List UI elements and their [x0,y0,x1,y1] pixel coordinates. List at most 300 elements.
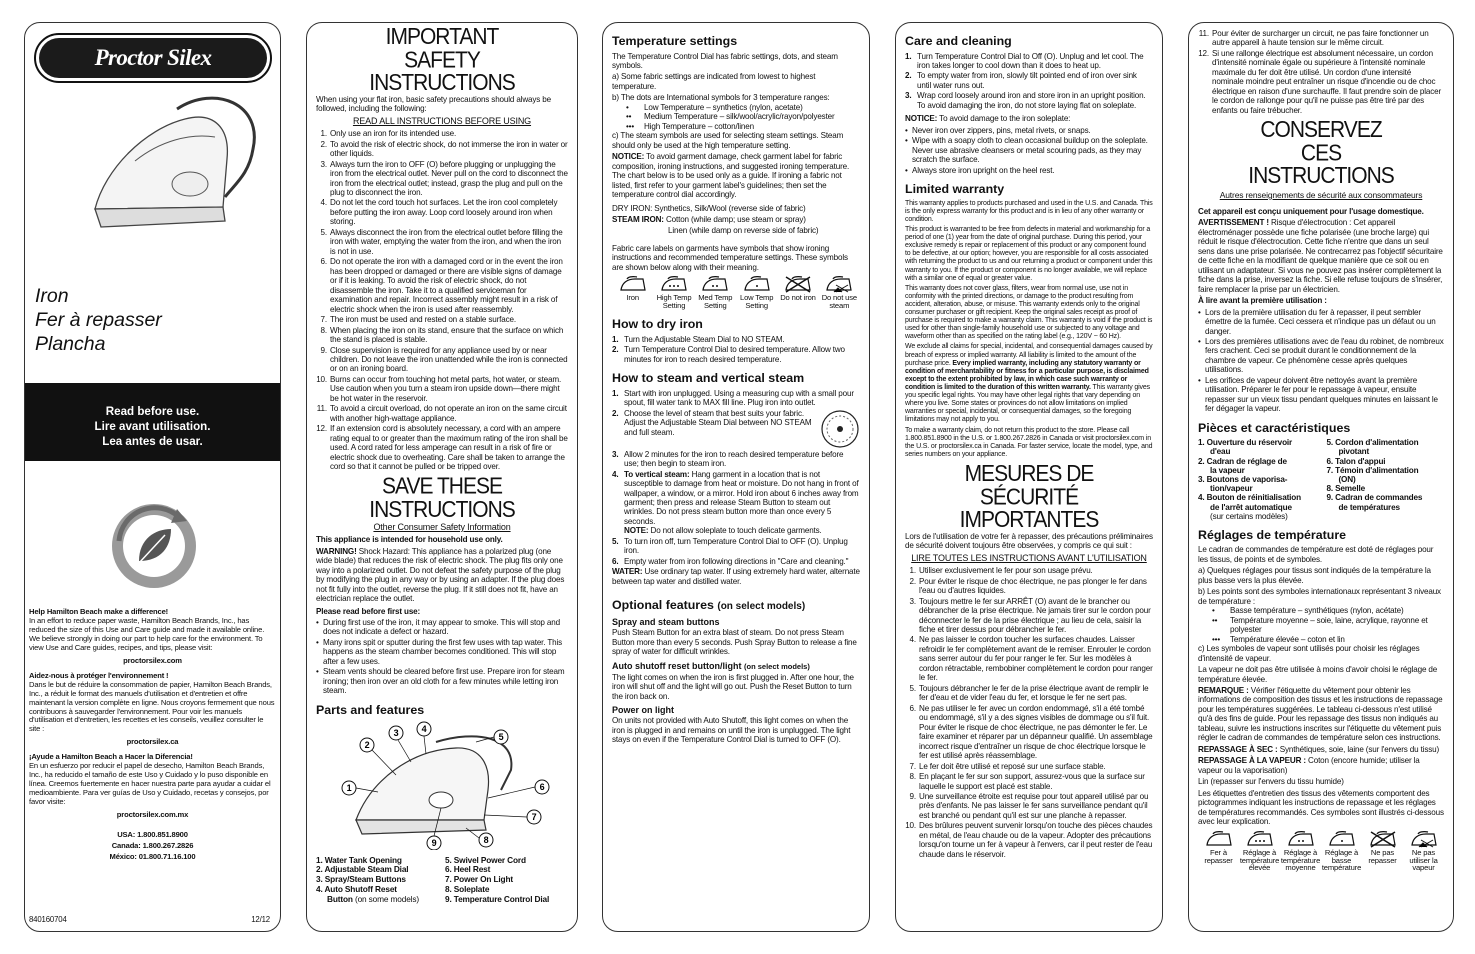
list-item-text: Pour éviter le risque de choc électrique, ne pas plonger le fer dans l'eau ou d'autres liquides. [919,576,1147,596]
remarque-label: REMARQUE : [1198,685,1249,695]
help-fr-heading: Aidez-nous à protéger l'environnement ! [29,670,169,680]
temperature-heading: Temperature settings [612,34,738,48]
dot-item [626,122,860,131]
steam-step-text: Allow 2 minutes for the iron to reach desired temperature before use; then begin to steam iron. [624,449,844,469]
part-1: 1. Water Tank Opening [316,854,402,865]
dry-step: 2. Turn Temperature Control Dial to desired temperature. Allow two minutes for iron to reach desired temperature. [612,345,860,364]
piece-6: 6. Talon d'appui [1326,456,1386,466]
dot-text: High Temperature – cotton/linen [644,121,754,131]
phone-numbers [29,829,276,862]
fabric-symbol-label: Réglage à température moyenne [1280,847,1321,873]
med-temp-icon [1286,830,1316,848]
care-step-text: To empty water from iron, slowly tilt pointed end of iron over sink until water runs out. [917,71,1137,90]
etiquettes-text: Les étiquettes d'entretien des tissus des vêtements comportent des pictogrammes indiquant les instructions de repassage et les réglages de températures recommandés. Ces symboles sont illustrés ci-dessous avec leur explication. [1198,788,1444,827]
premiere-heading: À lire avant la première utilisation : [1198,296,1327,306]
optional-features-note: (on select models) [717,601,806,613]
dot-marker: •• [626,112,632,122]
spray-text: Push Steam Button for an extra blast of steam. Do not press Steam Button more than every 5 seconds. Push Spray Button to release a fine spray of water for difficult wrinkles. [612,628,857,657]
phone-mexico: México: 01.800.71.16.100 [109,852,196,862]
water-label: WATER: [612,567,643,577]
steam-step-text: Empty water from iron following directions in "Care and cleaning." [624,556,849,566]
list-item-text: Utiliser exclusivement le fer pour son usage prévu. [919,566,1093,576]
list-item: 9. Close supervision is required for any appliance used by or near children. Do not leave the iron unattended while the iron is connected or on an ironing board. [320,345,568,374]
warranty-heading: Limited warranty [905,182,1005,197]
fabric-symbol [1280,830,1321,873]
fabric-symbol [777,275,818,302]
url-en[interactable]: proctorsilex.com [123,655,182,665]
parts-list [316,856,568,905]
temperature-panel [602,22,870,932]
first-use-list [316,618,568,696]
list-item-text: Always turn the iron to OFF (O) before plugging or unplugging the iron from the electrical outlet. Never pull on the cord to disconnect the iron from the electrical outlet; instead, grasp the plug and pull on the plug to disconnect the iron. [330,159,568,197]
vertical-steam-label: To vertical steam: [624,469,690,479]
fabric-symbol-label: Iron [626,293,639,303]
soleplate-item: • Wipe with a soapy cloth to clean occasional buildup on the soleplate. Never use abrasive cleansers or metal scouring pads, as they may scratch the surface. [905,136,1153,164]
leaf-recycle-icon [109,501,199,591]
steam-iron-text: Cotton (while damp; use steam or spray) [663,215,806,224]
repassage-sec-label: REPASSAGE À SEC : [1198,744,1278,754]
environment-notes [29,608,276,862]
dot-item [626,112,860,121]
document-date: 12/12 [251,914,270,924]
list-item: 9. Une surveillance étroite est requise pour tout appareil utilisé par ou près d'enfants. Ne pas laisser le fer sans surveillance pendant qu'il est branché ou pendant qu'il est sur une planche à repasser. [905,792,1153,820]
dry-step: 1. Turn the Adjustable Steam Dial to NO STEAM. [612,334,785,344]
fabric-symbol [736,275,777,310]
care-step-text: Turn Temperature Control Dial to Off (O). Unplug and let cool. The iron takes longer to cool down than it does to heat up. [917,51,1144,70]
dot-text: Température moyenne – soie, laine, acrylique, rayonne et polyester [1230,615,1428,635]
part-4: 4. Auto Shutoff Reset [316,883,397,894]
part-4-button: Button [327,893,353,904]
piece-4-cont: de l'arrêt automatique [1210,502,1292,512]
piece-9: 9. Cadran de commandes [1326,493,1423,503]
water-paragraph [612,567,860,586]
list-item: 11. To avoid a circuit overload, do not operate an iron on the same circuit with another high-wattage appliance. [316,404,567,423]
reglages-intro: Le cadran de commandes de température est doté de réglages pour les tissus, de points et de symboles. [1198,545,1434,564]
warranty-p4 [905,343,1153,424]
callout-4: 4 [421,724,427,735]
logo-text: Proctor Silex [39,38,267,78]
notice-label: NOTICE: [612,152,645,162]
dot-item [1212,606,1444,615]
fabric-symbol [695,275,736,310]
care-warranty-panel [895,22,1163,932]
remarque-text: Vérifier l'étiquette du vêtement pour obtenir les informations de composition des tissus et les instructions de repassage pour les températures suggérées. Le tableau ci-dessous n'est utilisé qu'à des fins de guide. Pour les repassage des tissus non indiqués au tableau, suivre les instructions inscrites sur l'étiquette du vêtement puis régler le cadran de commandes de température selon ces instructions. [1198,685,1443,743]
care-labels-text: Fabric care labels on garments have symbols that show ironing instructions and recommended temperature settings. These symbols are shown below along with their meaning. [612,243,848,272]
fabric-symbol-label: Fer à repasser [1204,847,1233,865]
fabric-symbol-label: Do not use steam [821,293,857,311]
temperature-c: c) The steam symbols are used for selecting steam settings. Steam should only be used at the high temperature setting. [612,131,844,150]
list-item: 12. If an extension cord is absolutely necessary, a cord with an ampere rating equal to or greater than the maximum rating of the iron shall be used. A cord rated for less amperage can result in a risk of fire or electric shock due to overheating. Care shall be taken to arrange the cord so that it cannot be pulled or be tripped over. [316,424,568,472]
power-light-text: On units not provided with Auto Shutoff, this light comes on when the iron is plugged in and remains on until the iron is unplugged. The light stays on even if the Temperature Control Dial is turned to OFF (O). [612,716,851,745]
banner-en: Read before use. [105,405,200,418]
fabric-symbol [1403,830,1444,873]
list-item-text: When placing the iron on its stand, ensure that the surface on which the stand is placed is stable. [330,325,564,345]
list-item-text: To avoid the risk of electric shock, do not immerse the iron in water or other liquids. [330,139,568,159]
dot-text: Medium Temperature – silk/wool/acrylic/rayon/polyester [644,112,835,122]
warranty-p5: To make a warranty claim, do not return this product to the store. Please call 1.800.851.8900 in the U.S. or 1.800.267.2826 in Canada or visit proctorsilex.com in the U.S. or proctorsilex.ca in Canada. For faster service, locate the model, type, and series numbers on your appliance. [905,426,1153,458]
title-en: Iron [35,285,69,307]
steam-dial-icon [820,409,860,449]
part-4-note: (on some models) [352,893,419,904]
callout-8: 8 [483,835,489,846]
piece-1-cont: d'eau [1210,447,1231,457]
soleplate-list [905,126,1153,175]
first-use-item: • During first use of the iron, it may appear to smoke. This will stop and does not indicate a defect or hazard. [316,618,568,637]
list-item-text: Des brûlures peuvent survenir lorsqu'on touche des pièces chaudes en métal, de l'eau chaude ou de la vapeur. Adopter des précautions lorsqu'on tourne un fer à vapeur à l'envers, car il peut rester de l'eau chaude dans le réservoir. [919,821,1153,859]
list-item-text: Only use an iron for its intended use. [330,129,457,139]
part-5: 5. Swivel Power Cord [445,854,526,865]
parts-diagram [316,720,568,850]
piece-3: 3. Boutons de vaporisa- [1198,474,1288,484]
notice-text: To avoid garment damage, check garment label for fabric composition, ironing instructions, and suggested ironing temperature. The chart below is to be used only as a guide. If ironing a fabric not listed, first refer to your garment label's guidelines; then set the temperature control dial accordingly. [612,152,850,200]
list-item-text: Une surveillance étroite est requise pour tout appareil utilisé par ou près d'enfants. Ne pas laisser le fer sans surveillance pendant qu'il est branché ou pendant qu'il est sur une planche à repasser. [919,791,1149,820]
conservez-title: CONSERVEZ CES INSTRUCTIONS [1248,117,1394,190]
no-steam-icon [1409,830,1439,848]
repassage-vapeur [1198,756,1444,775]
part-8: 8. Soleplate [445,883,490,894]
list-item-text: Le fer doit être utilisé et reposé sur une surface stable. [919,761,1106,771]
fabric-symbol-label: Réglage à basse température [1321,847,1362,873]
read-before-use-banner [25,383,280,461]
household-use: This appliance is intended for household use only. [316,535,503,545]
part-7: 7. Power On Light [445,874,513,885]
dot-marker: •• [1212,615,1218,625]
repassage-sec [1198,745,1444,754]
steam-steps [612,389,860,567]
fabric-symbol-label: Low Temp Setting [740,293,774,311]
warranty-text [905,200,1153,459]
auto-shutoff-title: Auto shutoff reset button/light [612,660,742,671]
steam-step: 4. To vertical steam: Hang garment in a location that is not susceptible to damage from heat or moisture. Do not hang in front of wallpaper, a window, or a mirror. Hold iron about 6 inches away from garment; then press and release Steam Button to steam out wrinkles. Do not press steam button more than once every 5 seconds. NOTE: Do not allow soleplate to touch delicate garments. [612,469,859,536]
list-item: 1. Only use an iron for its intended use. [320,129,457,139]
steam-step-text: Start with iron unplugged. Using a measuring cup with a small pour spout, fill water tank to MAX fill line. Plug iron into outlet. [624,388,854,408]
callout-9: 9 [431,838,437,849]
dot-item [1212,616,1444,635]
list-item-text: En plaçant le fer sur son support, assurez-vous que la surface sur laquelle le support est placé est stable. [919,772,1145,791]
fr-safety-item: 11. Pour éviter de surcharger un circuit, ne pas faire fonctionner un autre appareil à haute tension sur le même circuit. [1198,29,1444,48]
dot-marker: ••• [626,121,635,131]
list-item-text: Always disconnect the iron from the electrical outlet before filling the iron with water, emptying the water from the iron, and when the iron is not in use. [330,227,563,256]
notice-text: To avoid damage to the iron soleplate: [937,114,1071,124]
premiere-item: • Lors de la première utilisation du fer à repasser, il peut sembler émettre de la fumée. Ceci cessera et n'indique pas un défaut ou un danger. [1198,308,1444,336]
first-use-heading: Please read before first use: [316,606,421,616]
list-item: 5. Always disconnect the iron from the electrical outlet before filling the iron with water, emptying the water from the iron, and when the iron is not in use. [316,228,568,256]
url-es[interactable]: proctorsilex.com.mx [116,810,189,820]
autres-heading: Autres renseignements de sécurité aux consommateurs [1219,189,1423,200]
pieces-list [1198,438,1444,521]
warranty-p4b: Every implied warranty, including any statutory warranty or condition of merchantability or fitness for a particular purpose, is disclaimed except to the extent prohibited by law, in which case such warranty or condition is limited to the duration of this written warranty. [905,359,1149,392]
dot-marker: ••• [1212,634,1221,644]
read-all-heading: READ ALL INSTRUCTIONS BEFORE USING [352,115,532,126]
warranty-p3: This warranty does not cover glass, filters, wear from normal use, use not in conformity with the printed directions, or damage to the product resulting from accident, alteration, abuse, or misuse. This warranty extends only to the original consumer purchaser or gift recipient. Keep the original sales receipt as proof of purchase is required to make a warranty claim. This warranty is void if the product is used for other than single-family household use or subjected to any voltage and waveform other than as specified on the rating label (e.g., 120V ~ 60 Hz). [905,284,1153,341]
high-temp-icon [659,275,689,293]
list-item: 4. Do not let the cord touch hot surfaces. Let the iron cool completely before putting the iron away. Loop cord loosely around iron when storing. [316,198,568,226]
list-item: 10. Des brûlures peuvent survenir lorsqu'on touche des pièces chaudes en métal, de l'eau chaude ou de la vapeur. Adopter des précautions lorsqu'on tourne un fer à vapeur à l'envers, car il peut rester de l'eau chaude dans le réservoir. [905,821,1153,859]
help-en-heading: Help Hamilton Beach make a difference! [29,607,169,616]
dot-list-fr [1198,606,1444,644]
piece-3-cont: tion/vapeur [1210,484,1253,494]
dot-item [626,103,860,112]
brand-logo [34,33,272,83]
cover-panel [24,22,281,932]
first-use-item: • Many irons spit or sputter during the first few uses with tap water. This happens as the steam chamber becomes conditioned. This will stop after a few uses. [316,638,568,666]
list-item: 8. En plaçant le fer sur son support, assurez-vous que la surface sur laquelle le support est placé est stable. [905,772,1153,791]
fabric-symbols-fr [1198,830,1444,873]
steam-step: 1. Start with iron unplugged. Using a measuring cup with a small pour spout, fill water tank to MAX fill line. Plug iron into outlet. [612,389,860,408]
warranty-p4a: We exclude all claims for special, incidental, and consequential damages caused by breach of express or implied warranty. All liability is limited to the amount of the purchase price. [905,343,1153,367]
steam-iron-label: STEAM IRON: [612,215,664,224]
fabric-symbol [1239,830,1280,873]
title-fr: Fer à repasser [35,308,162,331]
dry-iron-heading: How to dry iron [612,317,703,332]
warning-label: WARNING! [316,546,357,556]
list-item: 2. To avoid the risk of electric shock, do not immerse the iron in water or other liquids. [320,139,568,159]
help-fr-text: Dans le but de réduire la consommation de papier, Hamilton Beach Brands, Inc., a réduit le format des manuels d'utilisation et d'entretien et offre maintenant la version complète en ligne. Nous croyons fermement que nous contribuons à sauvegarder l'environnement. Pour voir les manuels d'utilisation et d'entretien, les recettes et les conseils, veuillez consulter le site : [29,679,275,734]
piece-7: 7. Témoin d'alimentation [1326,465,1419,475]
no-steam-icon [824,275,854,293]
steam-heading: How to steam and vertical steam [612,371,805,386]
piece-2: 2. Cadran de réglage de [1198,456,1287,466]
parts-heading: Parts and features [316,702,425,717]
steam-step: 3. Allow 2 minutes for the iron to reach desired temperature before use; then begin to steam iron. [612,450,860,469]
spray-heading: Spray and steam buttons [612,616,720,627]
care-steps [905,52,1153,111]
reglages-c: c) Les symboles de vapeur sont utilisés pour choisir les réglages d'intensité de vapeur. [1198,644,1420,663]
document-code: 840160704 [29,914,67,924]
water-text: Use ordinary tap water. If using extremely hard water, alternate between tap water and distilled water. [612,567,860,586]
iron-icon [618,275,648,293]
care-step-text: Wrap cord loosely around iron and store iron in an upright position. To avoid damaging the iron, do not store laying flat on soleplate. [917,91,1146,110]
iron-illustration [65,89,265,259]
dry-step-text: Turn the Adjustable Steam Dial to NO STEAM. [624,334,785,344]
part-4-cont [316,895,439,905]
list-item-text: To avoid a circuit overload, do not operate an iron on the same circuit with another high-wattage appliance. [330,404,567,423]
dot-item [1212,635,1444,644]
list-item-text: The iron must be used and rested on a stable surface. [330,315,516,325]
temperature-intro: The Temperature Control Dial has fabric settings, dots, and steam symbols. [612,51,838,70]
premiere-item: • Lors des premières utilisations avec de l'eau du robinet, de nombreux fers crachent. Ceci se produit durant le conditionnement de la chambre de vapeur. Ce phénomène cesse après quelques utilisations. [1198,337,1444,375]
steam-step-2-text: Choose the level of steam that best suits your fabric. Adjust the Adjustable Steam Dial between NO STEAM and full steam. [624,408,812,437]
avertissement-label: AVERTISSEMENT ! [1198,218,1269,228]
low-temp-icon [1327,830,1357,848]
vertical-steam-text: Hang garment in a location that is not susceptible to damage from heat or moisture. Do not hang in front of wallpaper, a window, or a mirror. Hold iron about 6 inches away from garment; then press and release Steam Button to steam out wrinkles. Do not press steam button more than once every 5 seconds. [624,469,859,526]
list-item: 3. Always turn the iron to OFF (O) before plugging or unplugging the iron from the electrical outlet. Never pull on the cord to disconnect the iron from the electrical outlet; instead, grasp the plug and pull on the plug to disconnect the iron. [320,159,568,197]
fr-safety-intro: Lors de l'utilisation de votre fer à repasser, des précautions préliminaires de sécurité doivent toujours être observées, y compris ce qui suit : [905,531,1153,551]
callout-2: 2 [364,740,370,751]
other-safety-heading: Other Consumer Safety Information [373,521,511,532]
fabric-symbol [612,275,653,302]
fr-safety-list [905,566,1153,859]
optional-features-title: Optional features [612,598,714,613]
fabric-symbol-label: Do not iron [780,293,816,303]
dry-iron-steps [612,335,860,364]
safety-list [316,129,568,471]
list-item: 6. Ne pas utiliser le fer avec un cordon endommagé, s'il a été tombé ou endommagé, s'il y a des signes visibles de dommage ou s'il fuit. Pour éviter le risque de choc électrique, ne pas démonter le fer. Le faire examiner et réparer par un dépanneur qualifié. Un assemblage incorrect risque d'entraîner un risque de choc électrique lorsque le fer est utilisé après réassemblage. [909,703,1153,761]
title-es: Plancha [35,332,106,355]
dot-list [612,103,860,131]
dot-text: Low Temperature – synthetics (nylon, acetate) [644,102,803,112]
care-heading: Care and cleaning [905,34,1012,48]
callout-5: 5 [498,732,504,743]
avertissement-text: Risque d'électrocution : Cet appareil électroménager possède une fiche polarisée (une broche large) qui réduit le risque d'électrocution. Cette fiche n'entre que dans un seul sens dans une prise polarisée. Ne contrecarrez pas l'objectif sécuritaire de cette fiche en la modifiant de quelque manière que ce soit ou en utilisant un adaptateur. Si vous ne pouvez pas insérer complètement la fiche dans la prise, inversez la fiche. Si elle refuse toujours de s'insérer, faire remplacer la prise par un électricien. [1198,218,1443,294]
fabric-symbol [1198,830,1239,865]
callout-6: 6 [539,782,545,793]
fabric-symbol-label: Ne pas utiliser la vapeur [1409,847,1438,873]
fabric-symbol [1362,830,1403,865]
reglages-heading: Réglages de température [1198,527,1347,542]
list-item-text: Close supervision is required for any appliance used by or near children. Do not leave the iron unattended while the iron is connected or on an ironing board. [330,345,568,374]
part-9: 9. Temperature Control Dial [445,893,550,904]
help-es-text: En un esfuerzo por reducir el papel de desecho, Hamilton Beach Brands, Inc., ha reducido el tamaño de este Uso y Cuidado y lo puso disponible en línea. Creemos fuertemente en hacer nuestra parte para ayudar a cuidar el medioambiente. Para ver guías de Uso y Cuidado, recetas y consejos, por favor visite: [29,761,271,807]
fabric-symbol [819,275,860,310]
auto-shutoff-note: (on select models) [744,661,810,671]
fr-safety-item-text: Pour éviter de surcharger un circuit, ne pas faire fonctionner un autre appareil à haute tension sur le même circuit. [1212,29,1429,48]
temperature-a: a) Some fabric settings are indicated from lowest to highest temperature. [612,72,816,91]
steam-step-text: To turn iron off, turn Temperature Control Dial to OFF (O). Unplug iron. [624,536,848,556]
dry-step-text: Turn Temperature Control Dial to desired temperature. Allow two minutes for iron to reach desired temperature. [624,345,845,364]
piece-9-cont: de températures [1338,502,1400,512]
warning-paragraph [316,547,568,604]
safety-title: IMPORTANT SAFETY INSTRUCTIONS [369,24,515,96]
fr-safety-list-cont [1198,29,1444,115]
pieces-heading: Pièces et caractéristiques [1198,420,1351,435]
banner-fr: Lire avant utilisation. [94,420,211,434]
notice-paragraph [612,152,860,199]
soleplate-notice [905,114,1153,123]
premiere-item: • Les orifices de vapeur doivent être nettoyés avant la première utilisation. Préparer le fer pour le repassage à vapeur, ensuite repasser sur un vieux tissu pendant quelques minutes en laissant le fer dégager la vapeur. [1198,376,1444,414]
remarque-paragraph [1198,686,1444,743]
fabric-symbol-label: High Temp Setting [656,293,692,311]
premiere-list [1198,308,1444,414]
steam-step-text [624,470,860,536]
fabric-symbol [653,275,694,310]
list-item: 5. Toujours débrancher le fer de la prise électrique avant de remplir le fer d'eau et de vider l'eau du fer, et lorsque le fer ne sert pas. [905,684,1153,703]
list-item-text: Toujours mettre le fer sur ARRÊT (O) avant de le brancher ou débrancher de la prise électrique. Ne jamais tirer sur le cordon pour déconnecter le fer de la prise électrique ; au lieu de cela, saisir la fiche et tirer dessus pour débrancher le fer. [919,596,1151,635]
piece-7-cont: (ON) [1338,474,1356,484]
steam-iron-linen: Linen (while damp on reverse side of fabric) [668,226,819,236]
fr-safety-item-text: Si une rallonge électrique est absolument nécessaire, un cordon d'intensité nominale égale ou supérieure à l'intensité nominale maximale du fer doit être utilisé. Un cordon d'une intensité nominale moindre peut entraîner un risque d'incendie ou de choc électrique en raison d'une surchauffe. Il faut prendre soin de placer le cordon de rallonge pour qu'il ne puisse pas être tiré par des enfants ou faire trébucher. [1212,48,1442,115]
list-item-text: Burns can occur from touching hot metal parts, hot water, or steam. Use caution when you turn a steam iron upside down—there might be hot water in the reservoir. [330,374,562,403]
piece-5: 5. Cordon d'alimentation [1326,438,1419,448]
callout-3: 3 [393,728,399,739]
cover-footer [29,915,270,924]
list-item-text: Ne pas utiliser le fer avec un cordon endommagé, s'il a été tombé ou endommagé, s'il y a des signes visibles de dommage ou s'il fuit. Pour éviter le risque de choc électrique, ne pas démonter le fer. Le faire examiner et réparer par un dépanneur qualifié. Un assemblage incorrect risque d'entraîner un risque de choc électrique lorsque le fer est utilisé après réassemblage. [919,703,1153,761]
dot-text: Température élevée – coton et lin [1230,634,1345,644]
piece-4: 4. Bouton de réinitialisation [1198,493,1302,503]
steam-iron-line [612,215,860,224]
warning-text: Shock Hazard: This appliance has a polarized plug (one wide blade) that reduces the risk of electric shock. The plug fits only one way into a polarized outlet. Do not defeat the safety purpose of the plug by modifying the plug in any way or by using an adapter. If the plug does not fit fully into the outlet, reverse the plug. If it still does not fit, have an electrician replace the outlet. [316,546,565,604]
do-not-iron-icon [783,275,813,293]
url-fr[interactable]: proctorsilex.ca [126,737,179,747]
save-instructions-title: SAVE THESE INSTRUCTIONS [369,472,515,522]
high-temp-icon [1245,830,1275,848]
list-item-text: Do not operate the iron with a damaged cord or in the event the iron has been dropped or damaged or there are visible signs of damage or if it is leaking. To avoid the risk of electric shock, do not disassemble the iron. Take it to a qualified serviceman for examination and repair. Incorrect assembly might result in a risk of electric shock when the iron is used after reassembly. [330,257,563,314]
vertical-note-label: NOTE: [624,526,649,536]
steam-step: 6. Empty water from iron following directions in "Care and cleaning." [612,556,849,566]
piece-2-cont: la vapeur [1210,465,1245,475]
avertissement-paragraph [1198,218,1444,294]
power-light-heading: Power on light [612,704,674,715]
fabric-symbols [612,275,860,310]
reglages-b: b) Les points sont des symboles internationaux représentant 3 niveaux de température : [1198,587,1441,606]
fr-safety-title: MESURES DE SÉCURITÉ IMPORTANTES [959,461,1099,533]
list-item: 1. Utiliser exclusivement le fer pour son usage prévu. [909,566,1093,576]
list-item-text: If an extension cord is absolutely necessary, a cord with an ampere rating equal to or greater than the maximum rating of the iron shall be used. A cord rated for less amperage can result in a risk of fire or electric shock due to overheating. Care shall be taken to arrange the cord so that it cannot be pulled or be tripped over. [330,424,568,472]
piece-5-cont: pivotant [1338,447,1370,457]
safety-intro: When using your flat iron, basic safety precautions should always be followed, including the following: [316,94,551,114]
vertical-note-text: Do not allow soleplate to touch delicate garments. [648,526,822,536]
dot-marker: • [1212,606,1215,616]
care-step: 2. To empty water from iron, slowly tilt pointed end of iron over sink until water runs out. [905,71,1153,90]
piece-8: 8. Semelle [1326,484,1365,494]
phone-canada: Canada: 1.800.267.2826 [111,841,194,851]
do-not-iron-icon [1368,830,1398,848]
repassage-vapeur-text: Coton (encore humide; utiliser la vapeur ou la vaporisation) [1198,756,1420,775]
phone-usa: USA: 1.800.851.8900 [117,830,188,840]
product-titles [35,285,162,356]
safety-panel [306,22,578,932]
list-item: 4. Ne pas laisser le cordon toucher les surfaces chaudes. Laisser refroidir le fer complètement avant de le remiser. Enrouler le cordon sans serrer autour du fer pour ranger le fer. Sur les modèles à cordon rétractable, rembobiner complètement le cordon pour ranger le fer. [909,635,1153,683]
repassage-lin: Lin (repasser sur l'envers du tissu humide) [1198,777,1344,787]
warranty-p1: This warranty applies to products purchased and used in the U.S. and Canada. This is the only express warranty for this product and is in lieu of any other warranty or condition. [905,199,1153,223]
low-temp-icon [742,275,772,293]
callout-1: 1 [346,783,352,794]
fabric-symbol-label: Réglage à température élevée [1239,847,1280,873]
household-use-fr: Cet appareil est conçu uniquement pour l'usage domestique. [1198,206,1424,216]
banner-es: Lea antes de usar. [102,435,203,449]
auto-shutoff-heading [612,661,860,672]
list-item: 10. Burns can occur from touching hot metal parts, hot water, or steam. Use caution when you turn a steam iron upside down—there might be hot water in the reservoir. [316,375,568,403]
fr-read-heading: LIRE TOUTES LES INSTRUCTIONS AVANT L'UTILISATION [911,552,1147,563]
list-item: 2. Pour éviter le risque de choc électrique, ne pas plonger le fer dans l'eau ou d'autres liquides. [905,577,1153,596]
help-es-heading: ¡Ayude a Hamilton Beach a Hacer la Diferencia! [29,752,193,762]
piece-1: 1. Ouverture du réservoir [1198,438,1293,448]
french-panel [1188,22,1454,932]
temperature-b: b) The dots are International symbols for 3 temperature ranges: [612,93,830,103]
repassage-vapeur-label: REPASSAGE À LA VAPEUR : [1198,756,1306,766]
warranty-p2: This product is warranted to be free from defects in material and workmanship for a period of one (1) year from the date of original purchase. During this period, your exclusive remedy is repair or replacement of this product or any component found to be defective, at our option; however, you are responsible for all costs associated with returning the product to us and our returning a product or component under this warranty to you. If the product or component is no longer available, we will replace with a similar one of equal or greater value. [905,225,1153,282]
care-step: 1. Turn Temperature Control Dial to Off (O). Unplug and let cool. The iron takes longer to cool down than it does to heat up. [905,52,1153,71]
care-step: 3. Wrap cord loosely around iron and store iron in an upright position. To avoid damaging the iron, do not store laying flat on soleplate. [905,91,1153,110]
soleplate-item: • Always store iron upright on the heel rest. [905,166,1153,175]
steam-step: 2. Choose the level of steam that best suits your fabric. Adjust the Adjustable Steam Dial between NO STEAM and full steam. [612,409,860,449]
fabric-symbol-label: Ne pas repasser [1368,847,1397,865]
first-use-item: • Steam vents should be cleared before first use. Prepare iron for steam ironing; then iron over an old cloth for a few minutes while letting iron steam. [316,667,568,695]
list-item: 7. Le fer doit être utilisé et reposé sur une surface stable. [909,761,1106,771]
reglages-d: La vapeur ne doit pas être utilisée à moins d'avoir choisi le réglage de température élevée. [1198,665,1438,684]
list-item: 7. The iron must be used and rested on a stable surface. [320,315,516,325]
dry-iron-line: DRY IRON: Synthetics, Silk/Wool (reverse side of fabric) [612,203,806,213]
repassage-sec-text: Synthétiques, soie, laine (sur l'envers du tissu) [1277,744,1440,754]
list-item: 8. When placing the iron on its stand, ensure that the surface on which the stand is placed is stable. [316,326,568,345]
fabric-symbol-label: Med Temp Setting [698,293,733,311]
steam-step-text [624,409,860,449]
optional-features-heading [612,598,860,613]
list-item: 3. Toujours mettre le fer sur ARRÊT (O) avant de le brancher ou débrancher de la prise électrique. Ne jamais tirer sur le cordon pour déconnecter le fer de la prise électrique ; au lieu de cela, saisir la fiche et tirer dessus pour débrancher le fer. [905,597,1153,635]
list-item-text: Do not let the cord touch hot surfaces. Let the iron cool completely before putting the iron away. Loop cord loosely around iron when storing. [330,198,558,227]
fabric-symbol [1321,830,1362,873]
help-en-text: In an effort to reduce paper waste, Hamilton Beach Brands, Inc., has reduced the size of this Use and Care guide and made it available online. We believe strongly in doing our part to help care for the environment. To view Use and Care guides, recipes, and tips, please visit: [29,615,265,652]
notice-label: NOTICE: [905,114,938,124]
soleplate-item: • Never iron over zippers, pins, metal rivets, or snaps. [905,126,1153,135]
med-temp-icon [700,275,730,293]
reglages-a: a) Quelques réglages pour tissus sont indiqués de la température la plus basse vers la plus élevée. [1198,566,1431,585]
piece-4-note: (sur certains modèles) [1210,511,1288,521]
warranty-p4c: This warranty gives you specific legal rights. You may have other legal rights that vary depending on where you live. Some states or provinces do not allow limitations on implied warranties or special, incidental, or consequential damages, so the foregoing limitations may not apply to you. [905,384,1150,424]
auto-shutoff-text: The light comes on when the iron is first plugged in. After one hour, the iron will shut off and the light will go out. Push the Reset Button to turn the iron back on. [612,672,854,701]
part-6: 6. Heel Rest [445,864,491,875]
dot-text: Basse température – synthétiques (nylon, acétate) [1230,606,1404,616]
